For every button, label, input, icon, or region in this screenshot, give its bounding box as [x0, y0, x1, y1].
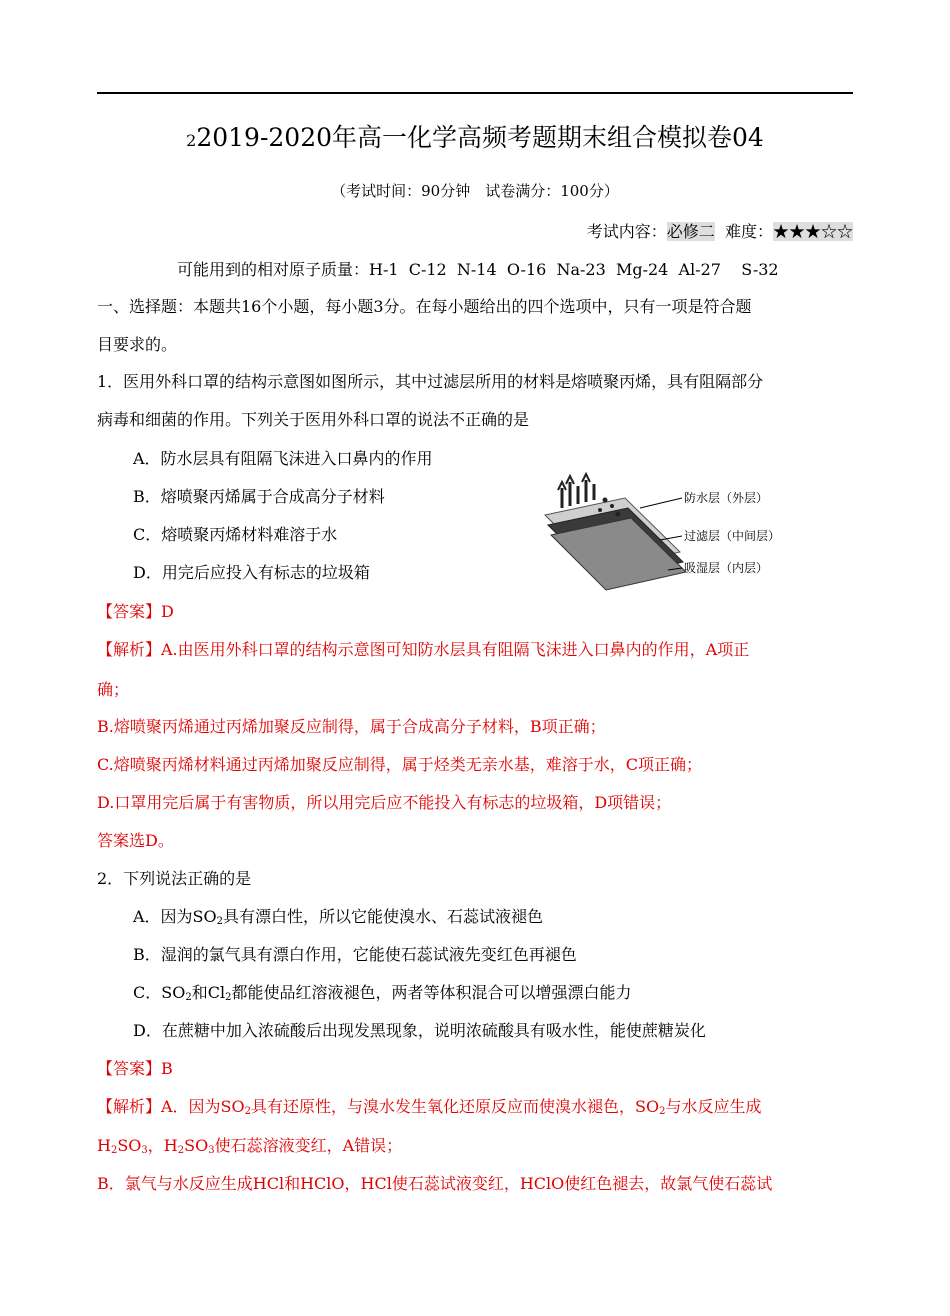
q1-analysis-line3: B.熔喷聚丙烯通过丙烯加聚反应制得，属于合成高分子材料，B项正确；	[97, 717, 606, 736]
q1-option-d: D．用完后应投入有标志的垃圾箱	[133, 563, 370, 582]
q1-option-a: A．防水层具有阻隔飞沫进入口鼻内的作用	[133, 449, 433, 468]
content-value: 必修二	[666, 222, 715, 241]
mask-structure-figure	[540, 470, 800, 595]
q1-stem-line2: 病毒和细菌的作用。下列关于医用外科口罩的说法不正确的是	[97, 410, 530, 429]
exam-info: （考试时间：90分钟 试卷满分：100分）	[331, 182, 619, 200]
q2-option-c: C．$SO_2$和$Cl_2$都能使品红溶液褪色，两者等体积混合可以增强漂白能力	[133, 983, 632, 1003]
q2-option-d: D．在蔗糖中加入浓硫酸后出现发黑现象，说明浓硫酸具有吸水性，能使蔗糖炭化	[133, 1021, 706, 1040]
title-main: 2019-2020年高一化学高频考题期末组合模拟卷04	[196, 123, 764, 152]
section-line1: 一、选择题：本题共16个小题，每小题3分。在每小题给出的四个选项中，只有一项是符合题	[97, 297, 752, 316]
content-label: 考试内容：	[586, 222, 667, 241]
q1-analysis-line5: D.口罩用完后属于有害物质，所以用完后应不能投入有标志的垃圾箱，D项错误；	[97, 793, 672, 812]
q2-option-a: A．因为$SO_2$具有漂白性，所以它能使溴水、石蕊试液褪色	[133, 907, 544, 927]
section-line2: 目要求的。	[97, 335, 178, 354]
q1-answer: 【答案】D	[97, 602, 174, 621]
fig-label-filter: 过滤层（中间层）	[684, 529, 781, 543]
fig-label-absorbent: 吸湿层（内层）	[684, 561, 769, 575]
header-rule	[97, 92, 853, 94]
q1-analysis-line6: 答案选D。	[97, 831, 174, 850]
q2-option-b: B．湿润的氯气具有漂白作用，它能使石蕊试液先变红色再褪色	[133, 945, 577, 964]
fig-label-waterproof: 防水层（外层）	[684, 491, 769, 505]
difficulty-label: 难度：	[724, 222, 773, 241]
q1-option-b: B．熔喷聚丙烯属于合成高分子材料	[133, 487, 385, 506]
q2-analysis-line3: B．氯气与水反应生成HCl和HClO，HCl使石蕊试液变红，HClO使红色褪去，故氯气使石蕊试	[97, 1174, 773, 1193]
q1-analysis-line4: C.熔喷聚丙烯材料通过丙烯加聚反应制得，属于烃类无亲水基，难溶于水，C项正确；	[97, 755, 703, 774]
q1-analysis-line2: 确；	[97, 680, 130, 699]
q1-stem-line1: 1．医用外科口罩的结构示意图如图所示，其中过滤层所用的材料是熔喷聚丙烯，具有阻隔部分	[97, 372, 764, 391]
atomic-masses: 可能用到的相对原子质量：H-1 C-12 N-14 O-16 Na-23 Mg-24 Al-27 S-32	[177, 260, 779, 279]
q1-analysis-line1: 【解析】A.由医用外科口罩的结构示意图可知防水层具有阻隔飞沫进入口鼻内的作用，A项正	[97, 640, 750, 659]
content-info	[587, 219, 853, 242]
q2-answer: 【答案】B	[97, 1059, 173, 1078]
title-prefix: 2	[186, 131, 197, 150]
mask-layers-image	[545, 474, 686, 590]
q2-stem: 2．下列说法正确的是	[97, 869, 252, 888]
difficulty-stars: ★★★☆☆	[772, 222, 853, 241]
q1-option-c: C．熔喷聚丙烯材料难溶于水	[133, 525, 338, 544]
q2-analysis-line1: 【解析】A．因为$SO_2$具有还原性，与溴水发生氧化还原反应而使溴水褪色，$SO_2$与水反应生成	[97, 1097, 762, 1117]
q2-analysis-line2: $H_2SO_3$，$H_2SO_3$使石蕊溶液变红，A错误；	[97, 1136, 403, 1156]
page-title	[0, 118, 950, 154]
